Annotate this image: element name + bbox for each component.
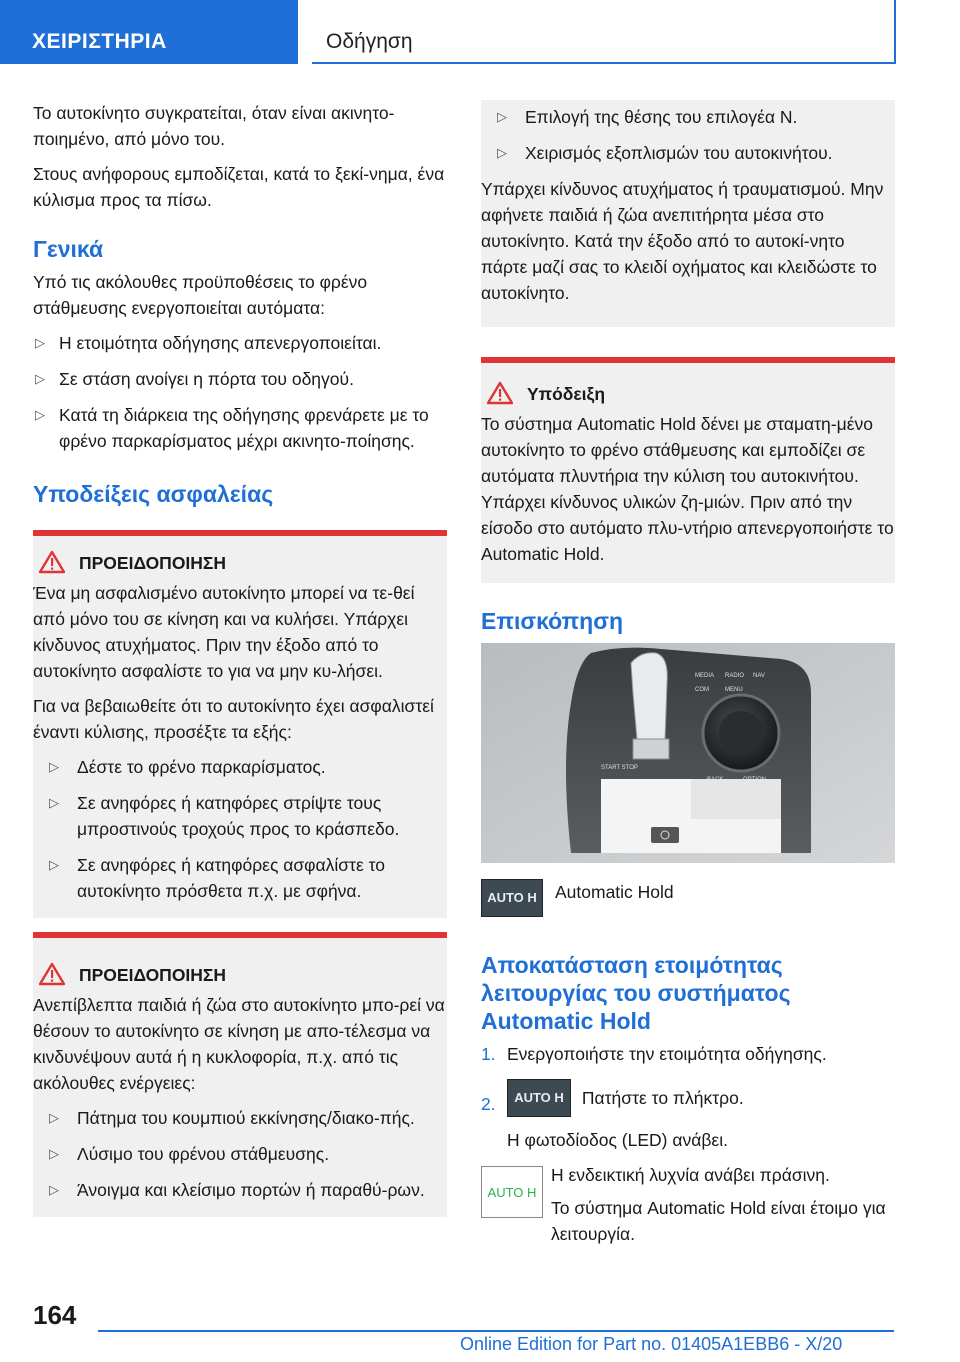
list-item: ▷ Πάτημα του κουμπιού εκκίνησης/διακο-πής. — [33, 1105, 447, 1131]
triangle-bullet-icon: ▷ — [35, 335, 45, 350]
triangle-bullet-icon: ▷ — [49, 857, 59, 872]
triangle-bullet-icon: ▷ — [497, 145, 507, 160]
list-item: ▷ Η ετοιμότητα οδήγησης απενεργοποιείται. — [33, 330, 447, 356]
footer-edition: Online Edition for Part no. 01405A1EBB6 - X/20 — [460, 1334, 843, 1354]
warning-box-2 — [33, 932, 447, 1217]
triangle-bullet-icon: ▷ — [49, 795, 59, 810]
heading-safety: Υποδείξεις ασφαλείας — [33, 481, 274, 507]
warning-paragraph: Για να βεβαιωθείτε ότι το αυτοκίνητο έχει ασφαλιστεί έναντι κύλισης, προσέξτε τα εξής: — [33, 696, 434, 742]
green-paragraph-1: Η ενδεικτική λυχνία ανάβει πράσινη. — [551, 1165, 830, 1185]
auto-h-green-indicator-icon: AUTO H — [481, 1166, 543, 1218]
note-paragraph: Το σύστημα Automatic Hold δένει με σταματη-μένο αυτοκίνητο το φρένο στάθμευσης και εμποδίζει σε αυτόματα πλυντήρια την κύλιση του αυτοκινήτου. Υπάρχει κίνδυνος υλικών ζη-μιών. Πριν από την είσοδο στο αυτόματο πλυ-ντήριο απενεργοποιήστε το Automatic Hold. — [481, 414, 894, 564]
warning-list — [33, 754, 447, 904]
list-item: ▷ Επιλογή της θέσης του επιλογέα N. — [481, 104, 895, 130]
triangle-bullet-icon: ▷ — [49, 1182, 59, 1197]
gear-selector-photo — [481, 643, 895, 863]
photo-label-com: COM — [695, 687, 709, 693]
list-item: ▷ Δέστε το φρένο παρκαρίσματος. — [33, 754, 447, 780]
green-paragraph-2: Το σύστημα Automatic Hold είναι έτοιμο για λειτουργία. — [551, 1198, 886, 1244]
automatic-hold-caption-row — [481, 879, 895, 939]
step-2: 2. AUTO H Πατήστε το πλήκτρο. — [481, 1079, 895, 1119]
photo-label-radio: RADIO — [725, 673, 745, 679]
photo-label-menu: MENU — [725, 687, 743, 693]
auto-h-button-icon: AUTO H — [507, 1079, 571, 1117]
warning-paragraph: Ανεπίβλεπτα παιδιά ή ζώα στο αυτοκίνητο μπο-ρεί να θέσουν το αυτοκίνητο σε κίνηση με απο-τέλεσμα να κινδυνέψουν αυτά ή η κυκλοφορία, π.χ. από τις ακόλουθες ενέργειες: — [33, 995, 445, 1093]
led-paragraph: Η φωτοδίοδος (LED) ανάβει. — [507, 1130, 728, 1150]
list-item: ▷ Σε ανηφόρες ή κατηφόρες ασφαλίστε το αυτοκίνητο πρόσθετα π.χ. με σφήνα. — [33, 852, 447, 904]
triangle-bullet-icon: ▷ — [35, 407, 45, 422]
intro-paragraph-2: Στους ανήφορους εμποδίζεται, κατά το ξεκί-νημα, ένα κύλισμα προς τα πίσω. — [33, 164, 445, 210]
heading-overview: Επισκόπηση — [481, 608, 623, 634]
left-column — [33, 100, 447, 1217]
warning-list — [481, 104, 895, 166]
warning-title: ΠΡΟΕΙΔΟΠΟΙΗΣΗ — [33, 550, 447, 576]
photo-label-nav: NAV — [753, 673, 765, 679]
note-title: Υπόδειξη — [481, 381, 895, 407]
warning-triangle-icon — [39, 962, 65, 986]
triangle-bullet-icon: ▷ — [49, 1110, 59, 1125]
warning-list — [33, 1105, 447, 1203]
chapter-tab: ΧΕΙΡΙΣΤΗΡΙΑ — [0, 0, 298, 64]
auto-h-button-icon: AUTO H — [481, 879, 543, 917]
step-1: 1. Ενεργοποιήστε την ετοιμότητα οδήγησης. — [481, 1044, 827, 1064]
triangle-bullet-icon: ▷ — [49, 759, 59, 774]
note-box — [481, 357, 895, 583]
warning-paragraph: Ένα μη ασφαλισμένο αυτοκίνητο μπορεί να τε-θεί από μόνο του σε κίνηση και να κυλήσει. Υπάρχει κίνδυνος ατυχήματος. Πριν την έξοδο από το αυτοκίνητο ασφαλίστε το για να μην κυ-λήσει. — [33, 583, 415, 681]
heading-general: Γενικά — [33, 236, 104, 262]
list-item: ▷ Λύσιμο του φρένου στάθμευσης. — [33, 1141, 447, 1167]
intro-paragraph-1: Το αυτοκίνητο συγκρατείται, όταν είναι ακινητο-ποιημένο, από μόνο του. — [33, 103, 395, 149]
general-list — [33, 330, 447, 454]
warning-title: ΠΡΟΕΙΔΟΠΟΙΗΣΗ — [33, 962, 447, 988]
list-item: ▷ Άνοιγμα και κλείσιμο πορτών ή παραθύ-ρων. — [33, 1177, 447, 1203]
warning-triangle-icon — [487, 381, 513, 405]
photo-label-media: MEDIA — [695, 673, 715, 679]
triangle-bullet-icon: ▷ — [35, 371, 45, 386]
warning-box-2-continued — [481, 100, 895, 327]
warning-box-1 — [33, 530, 447, 918]
list-item: ▷ Χειρισμός εξοπλισμών του αυτοκινήτου. — [481, 140, 895, 166]
photo-label-start-stop: START STOP — [601, 765, 638, 771]
list-item: ▷ Κατά τη διάρκεια της οδήγησης φρενάρετε με το φρένο παρκαρίσματος μέχρι ακινητο-ποίησης. — [33, 402, 447, 454]
footer-rule — [98, 1330, 894, 1332]
right-column — [481, 100, 895, 1256]
steps-list — [481, 1041, 895, 1119]
warning-triangle-icon — [39, 550, 65, 574]
page-number: 164 — [33, 1300, 77, 1330]
list-item: ▷ Σε ανηφόρες ή κατηφόρες στρίψτε τους μπροστινούς τροχούς προς το κράσπεδο. — [33, 790, 447, 842]
heading-restore: Αποκατάσταση ετοιμότητας λειτουργίας του συστήματος Automatic Hold — [481, 952, 791, 1034]
list-item: ▷ Σε στάση ανοίγει η πόρτα του οδηγού. — [33, 366, 447, 392]
section-title: Οδήγηση — [312, 0, 896, 64]
warning-paragraph: Υπάρχει κίνδυνος ατυχήματος ή τραυματισμού. Μην αφήνετε παιδιά ή ζώα ανεπιτήρητα μέσα στο αυτοκίνητο. Κατά την έξοδο από το αυτοκί-νητο πάρτε μαζί σας το κλειδί οχήματος και κλειδώστε το αυτοκίνητο. — [481, 179, 884, 303]
auto-h-caption: Automatic Hold — [555, 882, 674, 902]
general-paragraph: Υπό τις ακόλουθες προϋποθέσεις το φρένο στάθμευσης ενεργοποιείται αυτόματα: — [33, 272, 368, 318]
triangle-bullet-icon: ▷ — [497, 109, 507, 124]
green-indicator-row — [481, 1162, 895, 1247]
triangle-bullet-icon: ▷ — [49, 1146, 59, 1161]
